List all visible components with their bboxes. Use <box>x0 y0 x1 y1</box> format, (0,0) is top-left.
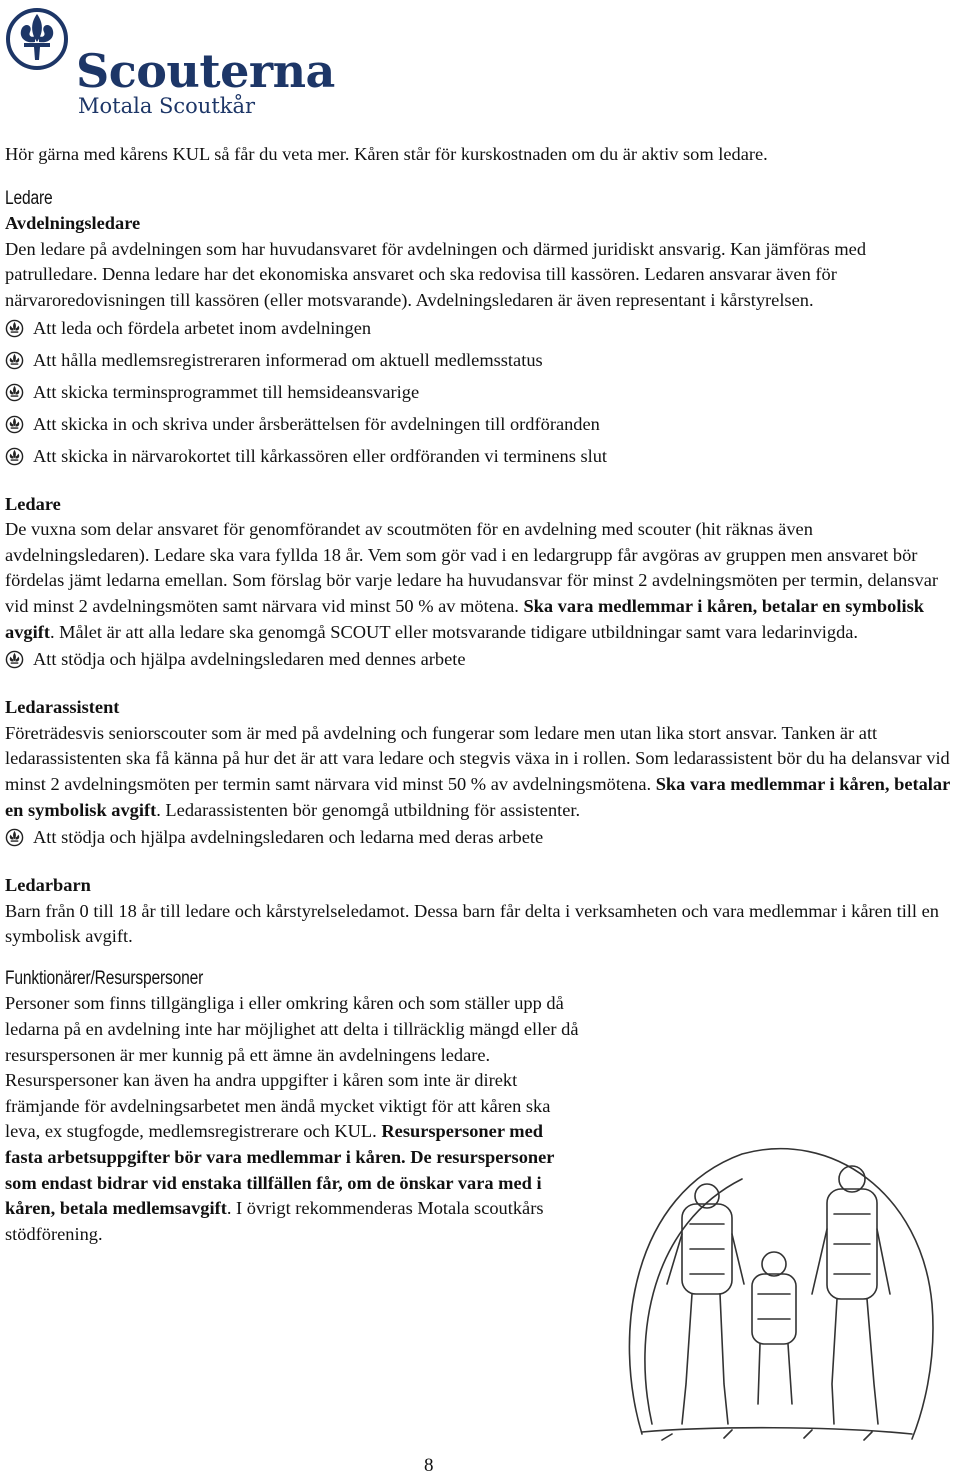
ledarbarn-text: Barn från 0 till 18 år till ledare och kårstyrelseledamot. Dessa barn får delta i verksamheten och vara medlemmar i kåren till en symbolisk avgift. <box>5 900 939 947</box>
fleur-bullet-icon <box>5 415 24 434</box>
ledare-text: De vuxna som delar ansvaret för genomförandet av scoutmöten för en avdelning med scouter (hit räknas även avdelningsledaren). Ledare ska vara fyllda 18 år. Vem som gör vad i en ledargrupp får avgöras av gruppen men ansvaret bör fördelas jämt ledarna emellan. Som förslag bör varje ledare ha huvudansvar för minst 2 avdelningsmöten per termin, delansvar vid minst 2 avdelningsmöten samt närvara vid minst 50 % av mötena. Ska vara medlemmar i kåren, betalar en symbolisk avgift. Målet är att alla ledare ska genomgå SCOUT eller motsvarande tidigare utbildningar samt vara ledarinvigda. <box>5 519 939 642</box>
fleur-bullet-icon <box>5 383 24 402</box>
logo-name: Scouterna <box>76 44 335 98</box>
ledare-bullets <box>5 647 955 672</box>
heading-ledarbarn: Ledarbarn <box>5 875 91 896</box>
section-heading-ledare: Ledare <box>5 187 53 209</box>
heading-ledarassistent: Ledarassistent <box>5 697 120 718</box>
ledarassistent-bullets <box>5 825 955 850</box>
fleur-bullet-icon <box>5 319 24 338</box>
list-item: Att hålla medlemsregistreraren informerad om aktuell medlemsstatus <box>5 348 955 373</box>
list-item: Att stödja och hjälpa avdelningsledaren och ledarna med deras arbete <box>5 825 955 850</box>
list-item: Att skicka terminsprogrammet till hemsideansvarige <box>5 380 955 405</box>
list-item: Att stödja och hjälpa avdelningsledaren med dennes arbete <box>5 647 955 672</box>
subheading-avdelningsledare: Avdelningsledare <box>5 213 141 234</box>
fleur-bullet-icon <box>5 351 24 370</box>
hikers-illustration <box>612 1134 942 1444</box>
heading-ledare: Ledare <box>5 493 61 514</box>
intro-paragraph: Hör gärna med kårens KUL så får du veta mer. Kåren står för kurskostnaden om du är aktiv som ledare. <box>5 144 768 164</box>
ledarassistent-text: Företrädesvis seniorscouter som är med på avdelning och fungerar som ledare men utan lika stort ansvar. Tanken är att ledarassistenten ska få känna på hur det är att vara ledare och stegvis växa in i rollen. Som ledarassistent bör du ha delansvar vid minst 2 avdelningsmöten per termin samt närvara vid minst 50 % av avdelningsmötena. Ska vara medlemmar i kåren, betalar en symbolisk avgift. Ledarassistenten bör genomgå utbildning för assistenter. <box>5 722 950 820</box>
fleur-de-lis-icon <box>6 6 68 72</box>
fleur-bullet-icon <box>5 650 24 669</box>
avdelningsledare-bullets <box>5 316 955 469</box>
logo-subtitle: Motala Scoutkår <box>78 94 256 118</box>
avdelningsledare-text: Den ledare på avdelningen som har huvudansvaret för avdelningen och därmed juridiskt ansvarig. Kan jämföras med patrulledare. Denna ledare har det ekonomiska ansvaret och ska redovisa till kassören. Ledaren ansvarar även för närvaroredovisningen till kassören (eller motsvarande). Avdelningsledaren är även representant i kårstyrelsen. <box>5 238 867 310</box>
fleur-bullet-icon <box>5 828 24 847</box>
page-number: 8 <box>424 1455 434 1476</box>
list-item: Att skicka in och skriva under årsberättelsen för avdelningen till ordföranden <box>5 412 955 437</box>
scouterna-logo <box>6 6 335 118</box>
heading-funktionarer: Funktionärer/Resurspersoner <box>5 967 204 989</box>
document-body <box>5 142 955 1247</box>
funktionarer-text: Personer som finns tillgängliga i eller omkring kåren och som ställer upp då ledarna på en avdelning inte har möjlighet att delta i tillräcklig mängd eller då resurspersonen är mer kunnig på ett ämne än avdelningens ledare. Resurspersoner kan även ha andra uppgifter i kåren som inte är direkt främjande för avdelningsarbetet men ändå mycket viktigt för att kåren ska leva, ex stugfogde, medlemsregistrerare och KUL. Resurspersoner med fasta arbetsuppgifter bör vara medlemmar i kåren. De resurspersoner som endast bidrar vid enstaka tillfällen får, om de önskar vara med i kåren, betala medlemsavgift. I övrigt rekommenderas Motala scoutkårs stödförening. <box>5 993 579 1244</box>
fleur-bullet-icon <box>5 447 24 466</box>
list-item: Att skicka in närvarokortet till kårkassören eller ordföranden vi terminens slut <box>5 444 955 469</box>
list-item: Att leda och fördela arbetet inom avdelningen <box>5 316 955 341</box>
